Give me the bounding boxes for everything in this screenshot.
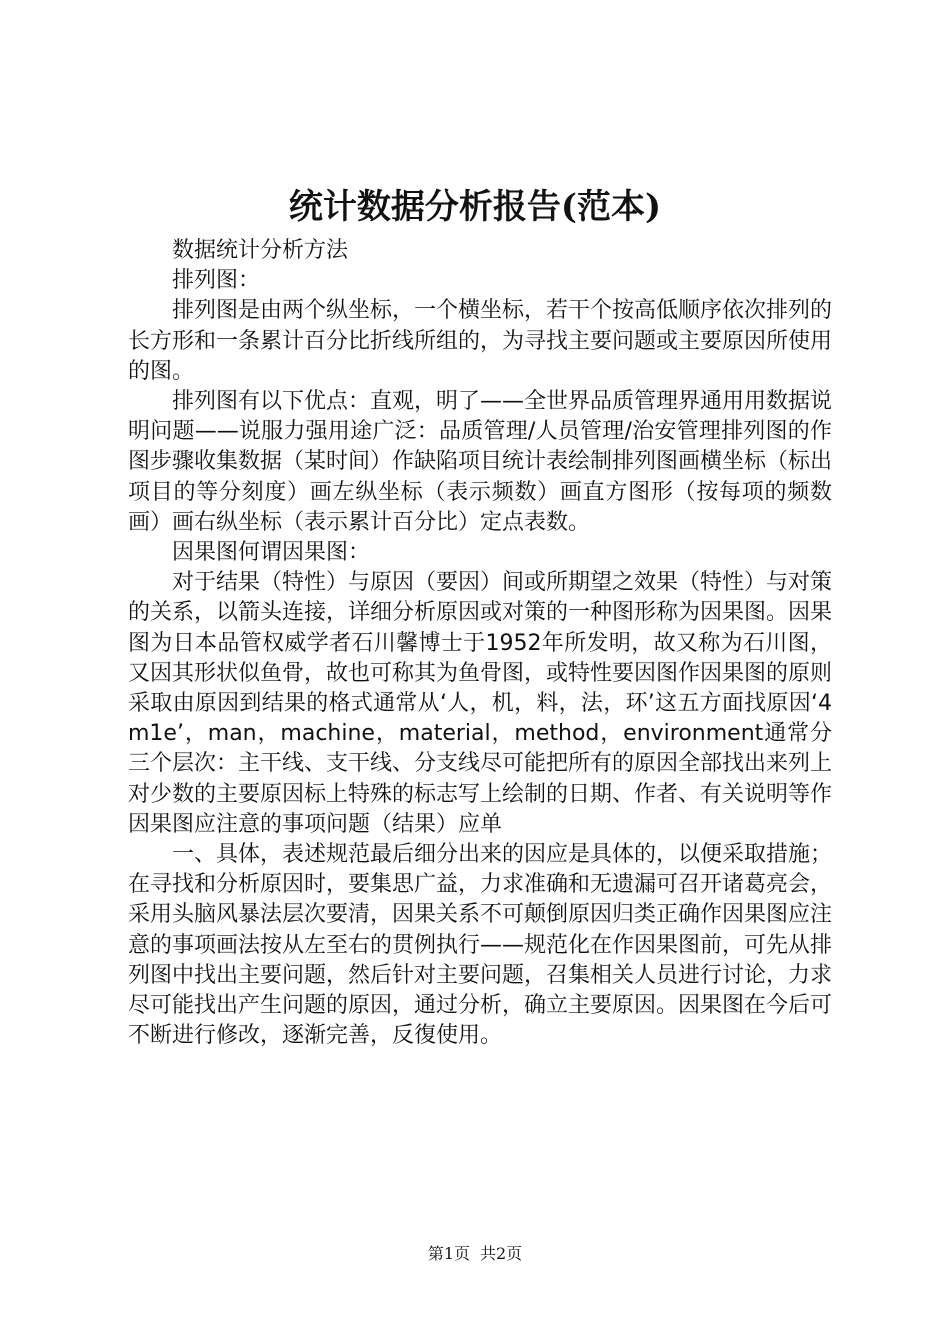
page-number: 第1页: [427, 1244, 470, 1263]
paragraph-cause-effect-notes: 一、具体，表述规范最后细分出来的因应是具体的，以便采取措施；在寻找和分析原因时，要集思广益，力求准确和无遗漏可召开诸葛亮会，采用头脑风暴法层次要清，因果关系不可颠倒原因归类正确作因果图应注意的事项画法按从左至右的贯例执行——规范化在作因果图前，可先从排列图中找出主要问题，然后针对主要问题，召集相关人员进行讨论，力求尽可能找出产生问题的原因，通过分析，确立主要原因。因果图在今后可不断进行修改，逐渐完善，反復使用。: [128, 842, 833, 1049]
paragraph-cause-effect-definition: 对于结果（特性）与原因（要因）间或所期望之效果（特性）与对策的关系，以箭头连接，详细分析原因或对策的一种图形称为因果图。因果图为日本品管权威学者石川馨博士于1952年所发明，故又称为石川图，又因其形状似鱼骨，故也可称其为鱼骨图，或特性要因图作因果图的原则采取由原因到结果的格式通常从‘人，机，料，法，环’这五方面找原因‘4m1e’，man，machine，material，method，environment通常分三个层次：主干线、支干线、分支线尽可能把所有的原因全部找出来列上对少数的主要原因标上特殊的标志写上绘制的日期、作者、有关说明等作因果图应注意的事项问题（结果）应单: [128, 570, 833, 837]
paragraph-pareto-advantages: 排列图有以下优点：直观，明了——全世界品质管理界通用用数据说明问题——说服力强用途广泛：品质管理/人员管理/治安管理排列图的作图步骤收集数据（某时间）作缺陷项目统计表绘制排列图画横坐标（标出项目的等分刻度）画左纵坐标（表示频数）画直方图形（按每项的频数画）画右纵坐标（表示累计百分比）定点表数。: [128, 389, 833, 535]
paragraph-cause-effect-heading: 因果图何谓因果图：: [172, 540, 371, 566]
paragraph-pareto-heading: 排列图：: [172, 268, 261, 294]
paragraph-section-heading: 数据统计分析方法: [172, 238, 349, 263]
page-footer: [0, 1242, 950, 1266]
document-title: 统计数据分析报告(范本): [288, 187, 662, 227]
paragraph-pareto-definition: 排列图是由两个纵坐标，一个横坐标，若干个按高低顺序依次排列的长方形和一条累计百分比折线所组的，为寻找主要问题或主要原因所使用的图。: [128, 298, 833, 384]
page-total: 共2页: [480, 1244, 523, 1263]
document-body: [128, 236, 832, 1051]
